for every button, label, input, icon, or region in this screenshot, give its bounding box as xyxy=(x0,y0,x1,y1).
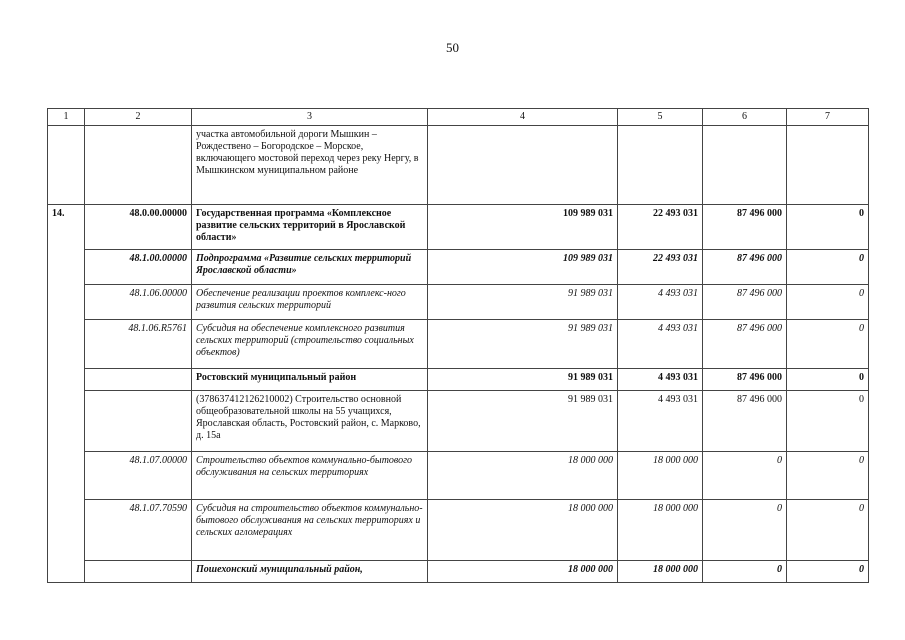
table-row xyxy=(48,391,869,452)
item-name: Государственная программа «Комплексное развитие сельских территорий в Ярославской области» xyxy=(192,205,428,250)
table-row xyxy=(48,369,869,391)
item-name: Субсидия на обеспечение комплексного развития сельских территорий (строительство социальных объектов) xyxy=(192,320,428,369)
total-amount: 109 989 031 xyxy=(428,205,618,250)
amount-col-5: 4 493 031 xyxy=(618,391,703,452)
budget-code: 48.1.06.R5761 xyxy=(85,320,192,369)
item-name: Обеспечение реализации проектов комплекс-ного развития сельских территорий xyxy=(192,285,428,320)
amount-col-5: 18 000 000 xyxy=(618,500,703,561)
amount-col-6: 0 xyxy=(703,452,787,500)
header-col-3: 3 xyxy=(192,109,428,126)
table-row xyxy=(48,561,869,583)
total-amount: 91 989 031 xyxy=(428,369,618,391)
header-col-6: 6 xyxy=(703,109,787,126)
budget-code xyxy=(85,126,192,205)
amount-col-7: 0 xyxy=(787,320,869,369)
amount-col-7: 0 xyxy=(787,205,869,250)
item-name: (378637412126210002) Строительство основной общеобразовательной школы на 55 учащихся, Ярославская область, Ростовский район, с. Марково, д. 15а xyxy=(192,391,428,452)
amount-col-7 xyxy=(787,126,869,205)
header-row xyxy=(48,109,869,126)
row-number xyxy=(48,250,85,285)
header-col-7: 7 xyxy=(787,109,869,126)
amount-col-6: 0 xyxy=(703,500,787,561)
amount-col-6 xyxy=(703,126,787,205)
budget-code: 48.1.07.70590 xyxy=(85,500,192,561)
total-amount: 18 000 000 xyxy=(428,500,618,561)
total-amount: 109 989 031 xyxy=(428,250,618,285)
table-row xyxy=(48,500,869,561)
item-name: Пошехонский муниципальный район, xyxy=(192,561,428,583)
row-number xyxy=(48,500,85,561)
amount-col-5: 4 493 031 xyxy=(618,320,703,369)
budget-code: 48.1.07.00000 xyxy=(85,452,192,500)
total-amount: 18 000 000 xyxy=(428,452,618,500)
amount-col-7: 0 xyxy=(787,250,869,285)
amount-col-7: 0 xyxy=(787,391,869,452)
table-row xyxy=(48,452,869,500)
total-amount: 18 000 000 xyxy=(428,561,618,583)
amount-col-7: 0 xyxy=(787,369,869,391)
amount-col-6: 87 496 000 xyxy=(703,205,787,250)
row-number xyxy=(48,561,85,583)
item-name: Субсидия на строительство объектов коммунально-бытового обслуживания на сельских территориях и сельских агломерациях xyxy=(192,500,428,561)
total-amount: 91 989 031 xyxy=(428,285,618,320)
budget-code: 48.0.00.00000 xyxy=(85,205,192,250)
amount-col-5 xyxy=(618,126,703,205)
row-number: 14. xyxy=(48,205,85,250)
amount-col-5: 22 493 031 xyxy=(618,205,703,250)
item-name: Строительство объектов коммунально-бытового обслуживания на сельских территориях xyxy=(192,452,428,500)
table-row xyxy=(48,250,869,285)
total-amount: 91 989 031 xyxy=(428,320,618,369)
amount-col-7: 0 xyxy=(787,452,869,500)
row-number xyxy=(48,320,85,369)
amount-col-5: 18 000 000 xyxy=(618,561,703,583)
amount-col-7: 0 xyxy=(787,285,869,320)
amount-col-6: 87 496 000 xyxy=(703,320,787,369)
amount-col-6: 87 496 000 xyxy=(703,391,787,452)
amount-col-7: 0 xyxy=(787,561,869,583)
budget-code xyxy=(85,369,192,391)
amount-col-6: 0 xyxy=(703,561,787,583)
row-number xyxy=(48,369,85,391)
amount-col-7: 0 xyxy=(787,500,869,561)
amount-col-5: 18 000 000 xyxy=(618,452,703,500)
row-number xyxy=(48,126,85,205)
amount-col-6: 87 496 000 xyxy=(703,285,787,320)
header-col-4: 4 xyxy=(428,109,618,126)
total-amount xyxy=(428,126,618,205)
row-number xyxy=(48,285,85,320)
amount-col-5: 4 493 031 xyxy=(618,369,703,391)
row-number xyxy=(48,391,85,452)
item-name: участка автомобильной дороги Мышкин – Рождествено – Богородское – Морское, включающего мостовой переход через реку Нергу, в Мышкинском муниципальном районе xyxy=(192,126,428,205)
item-name: Ростовский муниципальный район xyxy=(192,369,428,391)
amount-col-5: 4 493 031 xyxy=(618,285,703,320)
amount-col-5: 22 493 031 xyxy=(618,250,703,285)
budget-code: 48.1.00.00000 xyxy=(85,250,192,285)
table-row xyxy=(48,126,869,205)
total-amount: 91 989 031 xyxy=(428,391,618,452)
budget-code: 48.1.06.00000 xyxy=(85,285,192,320)
page-number: 50 xyxy=(446,40,459,55)
table-row xyxy=(48,285,869,320)
budget-code xyxy=(85,561,192,583)
item-name: Подпрограмма «Развитие сельских территорий Ярославской области» xyxy=(192,250,428,285)
budget-table xyxy=(47,108,869,583)
row-number xyxy=(48,452,85,500)
header-col-1: 1 xyxy=(48,109,85,126)
amount-col-6: 87 496 000 xyxy=(703,250,787,285)
budget-code xyxy=(85,391,192,452)
header-col-5: 5 xyxy=(618,109,703,126)
table-row xyxy=(48,320,869,369)
table-row xyxy=(48,205,869,250)
amount-col-6: 87 496 000 xyxy=(703,369,787,391)
header-col-2: 2 xyxy=(85,109,192,126)
